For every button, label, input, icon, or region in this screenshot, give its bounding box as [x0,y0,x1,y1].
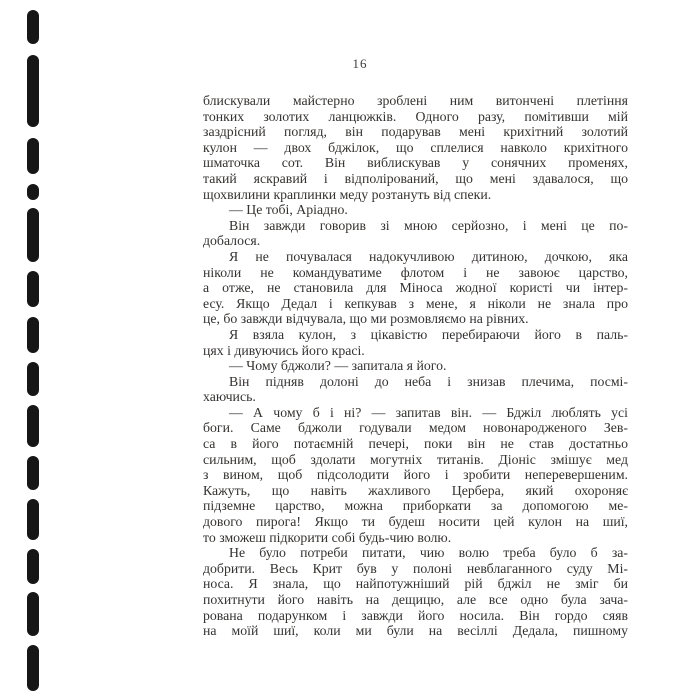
edge-mark [27,55,39,127]
text-line: з вином, щоб підсолодити його і зробити неперевершеним. [203,467,628,483]
edge-mark [27,184,39,200]
text-line: підземне царство, можна приборкати за допомогою ме- [203,498,628,514]
text-line: са в його потаємній печері, поки він не став достатньо [203,436,628,452]
text-line: на моїй шиї, коли ми були на весіллі Дедала, пишному [203,623,628,639]
text-line: Кажуть, що навіть жахливого Цербера, який охороняє [203,482,628,498]
text-line: цях і дивуючись його красі. [203,342,365,358]
edge-mark [27,549,39,584]
text-line: сильним, щоб здолати могутніх титанів. Діоніс змішує мед [203,451,628,467]
page-number: 16 [352,56,368,71]
edge-mark [27,499,39,540]
text-line: щохвилини краплинки меду розтануть від спеки. [203,186,492,202]
edge-mark [27,405,39,447]
text-line: — Це тобі, Аріадно. [229,202,348,218]
text-line: добалося. [203,233,261,249]
text-line: Не було потреби питати, чию волю треба було б за- [229,545,628,561]
text-line: похитнути його навіть на дещицю, але все одно була зача- [203,592,628,607]
edge-mark [27,271,39,307]
edge-mark [27,362,39,396]
text-line: хаючись. [203,389,256,405]
text-line: то зможеш підкорити собі будь-чию волю. [203,529,452,545]
text-block [203,93,628,639]
text-line: добрити. Весь Крит був у полоні невблаганного суду Мі- [203,560,628,576]
text-line: Я не почувалася надокучливою дитиною, дочкою, яка [229,248,628,264]
text-line: заздрісний погляд, він подарував мені крихітний золотий [203,124,628,140]
text-line: Він завжди говорив зі мною серйозно, і мені це по- [229,217,628,233]
text-line: кулон — двох бджілок, що сплелися навколо крихітного [203,139,628,155]
text-line: шматочка сот. Він виблискував у сонячних променях, [203,155,628,171]
edge-mark [27,208,39,262]
text-line: носа. Я знала, що найпотужніший рій бджіл не зміг би [203,576,628,592]
text-line: а отже, не становила для Міноса жодної користі чи інтер- [203,280,628,296]
text-line: — А чому б і ні? — запитав він. — Бджіл люблять усі [229,404,628,420]
text-line: це, бо завжди відчувала, що ми розмовляємо на рівних. [203,311,529,327]
edge-mark [27,645,39,691]
text-line: блискували майстерно зроблені ним витончені плетіння [203,93,628,108]
text-line: такий яскравий і відполірований, що мені здавалося, що [203,170,628,186]
page-edge-marks [0,0,60,700]
text-line: есу. Якщо Дедал і кепкував з мене, я ніколи не знала про [203,295,628,311]
edge-mark [27,592,39,636]
text-line: Я взяла кулон, з цікавістю перебираючи його в паль- [229,326,628,342]
edge-mark [27,10,39,44]
text-line: — Чому бджоли? — запитала я його. [229,358,447,374]
edge-mark [27,317,39,353]
text-line: боги. Саме бджоли годували медом новонародженого Зев- [203,420,628,436]
text-line: Він підняв долоні до неба і знизав плечима, посмі- [229,373,628,389]
text-line: ніколи не командуватиме флотом і не завоює царство, [203,264,628,280]
edge-mark [27,456,39,490]
edge-mark [27,138,39,174]
text-line: тонких золотих ланцюжків. Одного разу, помітивши мій [203,108,628,124]
text-line: рована подарунком і завжди його носила. Він гордо сяяв [203,607,628,623]
text-line: дового пирога! Якщо ти будеш носити цей кулон на шиї, [203,514,628,530]
